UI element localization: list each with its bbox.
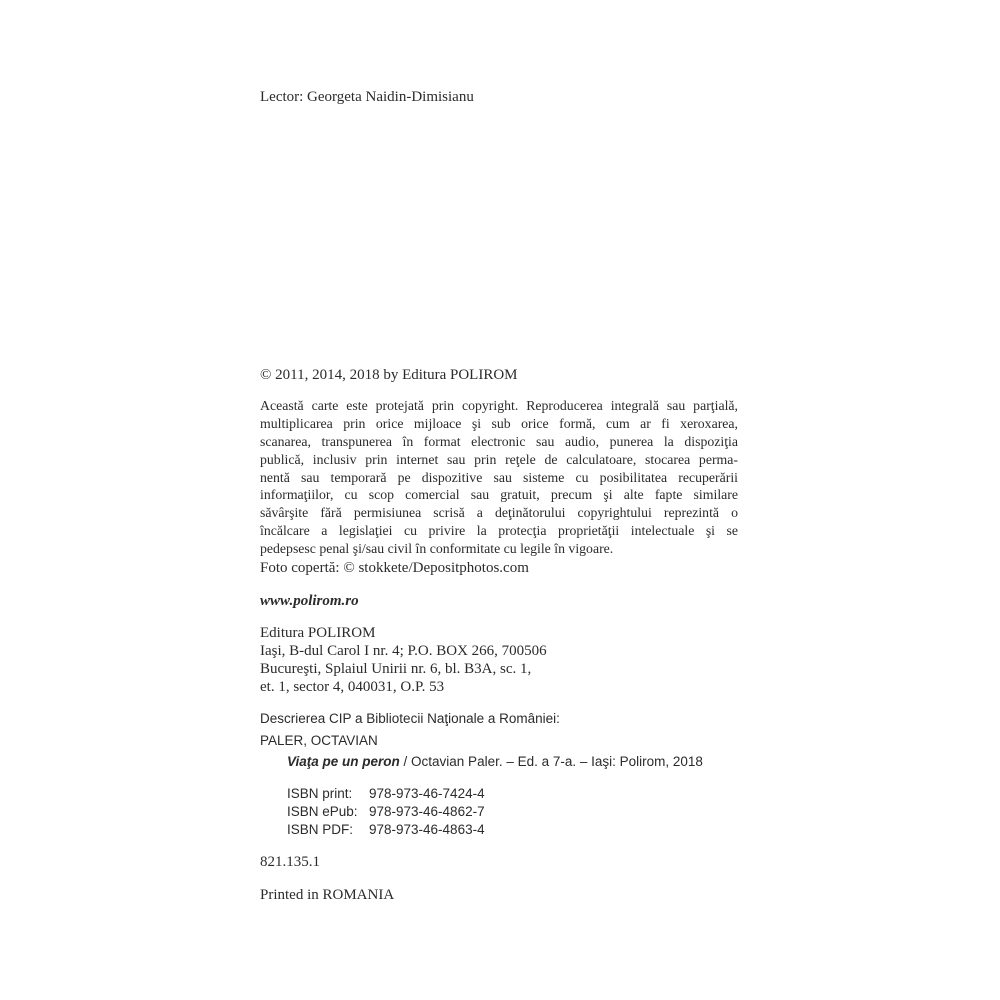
isbn-label: ISBN print: bbox=[287, 786, 353, 801]
notice-line: nentă sau temporară pe dispozitive sau sisteme cu posibilitatea recuperării bbox=[260, 469, 738, 485]
notice-line: săvârşite fără permisiunea scrisă a deţinătorului copyrightului reprezintă o bbox=[260, 505, 738, 521]
isbn-pdf bbox=[287, 821, 485, 839]
title-details: / Octavian Paler. – Ed. a 7-a. – Iaşi: Polirom, 2018 bbox=[399, 754, 703, 769]
cip-author: PALER, OCTAVIAN bbox=[260, 733, 378, 748]
photo-credit: Foto copertă: © stokkete/Depositphotos.com bbox=[260, 560, 529, 576]
lector-credit: Lector: Georgeta Naidin-Dimisianu bbox=[260, 89, 474, 105]
notice-line: multiplicarea prin orice mijloace şi sub orice formă, cum ar fi xeroxarea, bbox=[260, 415, 738, 431]
isbn-value: 978-973-46-4863-4 bbox=[369, 822, 485, 837]
notice-line: pedepsesc penal şi/sau civil în conformitate cu legile în vigoare. bbox=[260, 541, 614, 557]
publisher-address-sector: et. 1, sector 4, 040031, O.P. 53 bbox=[260, 679, 445, 695]
book-title: Viaţa pe un peron bbox=[287, 754, 400, 769]
website-link[interactable]: www.polirom.ro bbox=[260, 593, 359, 609]
isbn-value: 978-973-46-4862-7 bbox=[369, 804, 485, 819]
publisher-address-bucuresti: Bucureşti, Splaiul Unirii nr. 6, bl. B3A, sc. 1, bbox=[260, 661, 532, 677]
copyright-notice bbox=[260, 397, 738, 558]
isbn-value: 978-973-46-7424-4 bbox=[369, 786, 485, 801]
printed-in: Printed in ROMANIA bbox=[260, 887, 395, 903]
publisher-address-iasi: Iaşi, B-dul Carol I nr. 4; P.O. BOX 266, 700506 bbox=[260, 643, 547, 659]
isbn-label: ISBN PDF: bbox=[287, 822, 354, 837]
isbn-print bbox=[287, 785, 485, 803]
cip-title-entry bbox=[287, 753, 703, 771]
notice-line: Această carte este protejată prin copyright. Reproducerea integrală sau parţială, bbox=[260, 398, 738, 413]
cip-heading: Descrierea CIP a Bibliotecii Naţionale a României: bbox=[260, 711, 560, 726]
isbn-label: ISBN ePub: bbox=[287, 804, 358, 819]
notice-line: publică, inclusiv prin internet sau prin reţele de calculatoare, stocarea perma- bbox=[260, 451, 738, 467]
classification-code: 821.135.1 bbox=[260, 854, 320, 870]
isbn-epub bbox=[287, 803, 485, 821]
notice-line: încălcare a legislaţiei cu privire la protecţia proprietăţii intelectuale şi se bbox=[260, 523, 738, 539]
copyright-line: © 2011, 2014, 2018 by Editura POLIROM bbox=[260, 367, 518, 383]
publisher-name: Editura POLIROM bbox=[260, 625, 376, 641]
notice-line: informaţiilor, cu scop comercial sau gratuit, precum şi alte fapte similare bbox=[260, 487, 738, 503]
notice-line: scanarea, transpunerea în format electronic sau audio, punerea la dispoziţia bbox=[260, 433, 738, 449]
